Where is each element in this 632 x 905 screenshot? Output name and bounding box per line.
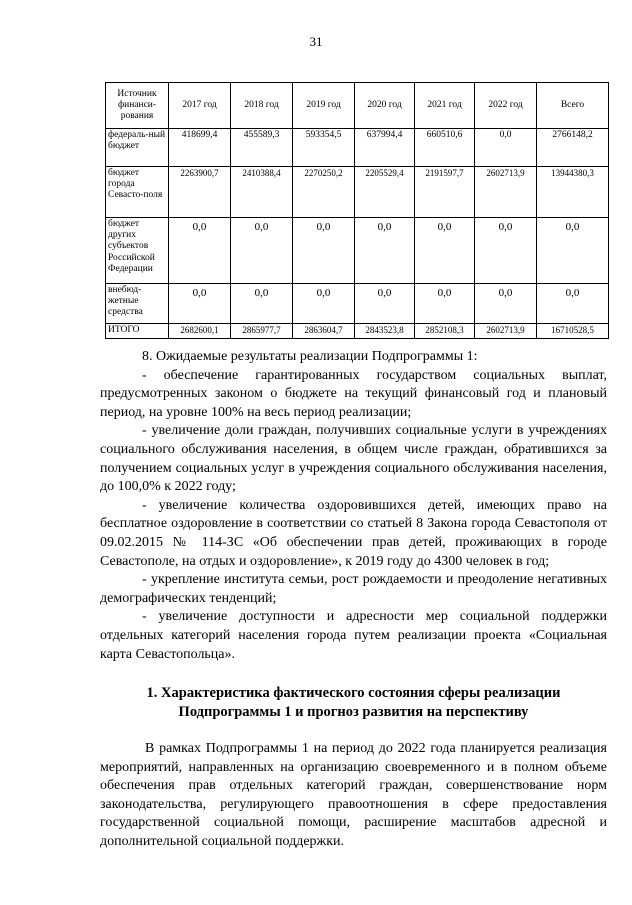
table-header-row (106, 83, 609, 129)
value-cell: 0,0 (537, 284, 609, 324)
value-cell: 16710528,5 (537, 324, 609, 339)
section-body (100, 740, 607, 852)
value-cell: 2602713,9 (475, 167, 537, 218)
section-title (100, 684, 607, 722)
value-cell: 0,0 (169, 284, 231, 324)
header-cell: 2018 год (231, 83, 293, 129)
value-cell: 2410388,4 (231, 167, 293, 218)
results-item: - увеличение доступности и адресности мер социальной поддержки отдельных категорий населения города путем реализации проекта «Социальная карта Севастопольца». (100, 609, 607, 662)
value-cell: 418699,4 (169, 129, 231, 167)
table-row (106, 167, 609, 218)
section-title-line: 1. Характеристика фактического состояния сферы реализации (146, 685, 561, 701)
source-cell: бюджет других субъектов Российской Федерации (106, 218, 169, 284)
source-cell: бюджет города Севасто-поля (106, 167, 169, 218)
header-cell: Источник финанси-рования (106, 83, 169, 129)
table-row (106, 284, 609, 324)
value-cell: 0,0 (475, 284, 537, 324)
value-cell: 0,0 (355, 284, 415, 324)
value-cell: 2270250,2 (293, 167, 355, 218)
results-heading: 8. Ожидаемые результаты реализации Подпрограммы 1: (142, 349, 478, 364)
value-cell: 2602713,9 (475, 324, 537, 339)
source-cell: ИТОГО (106, 324, 169, 339)
results-item: - увеличение количества оздоровившихся детей, имеющих право на бесплатное оздоровление в соответствии со статьей 8 Закона города Севастополя от 09.02.2015 № 114-ЗС «Об обеспечении прав детей, проживающих в городе Севастополе, на отдых и оздоровление», к 2019 году до 4300 человек в год; (100, 497, 607, 569)
value-cell: 0,0 (415, 284, 475, 324)
value-cell: 0,0 (537, 218, 609, 284)
value-cell: 0,0 (231, 218, 293, 284)
value-cell: 2263900,7 (169, 167, 231, 218)
value-cell: 637994,4 (355, 129, 415, 167)
source-cell: федераль-ный бюджет (106, 129, 169, 167)
value-cell: 0,0 (355, 218, 415, 284)
page-number: 31 (309, 34, 323, 49)
value-cell: 0,0 (231, 284, 293, 324)
header-cell: 2017 год (169, 83, 231, 129)
value-cell: 2766148,2 (537, 129, 609, 167)
value-cell: 13944380,3 (537, 167, 609, 218)
section-paragraph: В рамках Подпрограммы 1 на период до 2022 года планируется реализация мероприятий, направленных на организацию своевременного и в полном объеме обеспечения прав отдельных категорий граждан, совершенствование норм законодательства, регулирующего правоотношения в сфере предоставления государственной социальной помощи, расширение масштабов адресной и дополнительной социальной поддержки. (100, 741, 607, 849)
header-cell: 2022 год (475, 83, 537, 129)
value-cell: 2205529,4 (355, 167, 415, 218)
value-cell: 455589,3 (231, 129, 293, 167)
value-cell: 2865977,7 (231, 324, 293, 339)
value-cell: 2682600,1 (169, 324, 231, 339)
results-item: - обеспечение гарантированных государством социальных выплат, предусмотренных законом о бюджете на текущий финансовый год и плановый период, на уровне 100% на весь период реализации; (100, 367, 607, 420)
header-cell: 2020 год (355, 83, 415, 129)
header-cell: 2021 год (415, 83, 475, 129)
value-cell: 2843523,8 (355, 324, 415, 339)
value-cell: 2863604,7 (293, 324, 355, 339)
value-cell: 0,0 (475, 129, 537, 167)
expected-results (100, 348, 607, 664)
header-cell: Всего (537, 83, 609, 129)
value-cell: 0,0 (475, 218, 537, 284)
value-cell: 0,0 (415, 218, 475, 284)
results-item: - увеличение доли граждан, получивших социальные услуги в учреждениях социального обслуживания населения, в общем числе граждан, обратившихся за получением социальных услуг в учреждения социального обслуживания населения, до 100,0% к 2022 году; (100, 423, 607, 495)
value-cell: 2852108,3 (415, 324, 475, 339)
value-cell: 593354,5 (293, 129, 355, 167)
table-row (106, 129, 609, 167)
value-cell: 2191597,7 (415, 167, 475, 218)
table-total-row (106, 324, 609, 339)
header-cell: 2019 год (293, 83, 355, 129)
section-title-line: Подпрограммы 1 и прогноз развития на перспективу (178, 704, 529, 720)
value-cell: 0,0 (293, 218, 355, 284)
table-row (106, 218, 609, 284)
value-cell: 660510,6 (415, 129, 475, 167)
value-cell: 0,0 (169, 218, 231, 284)
source-cell: внебюд-жетные средства (106, 284, 169, 324)
value-cell: 0,0 (293, 284, 355, 324)
financing-table (105, 82, 609, 339)
results-item: - укрепление института семьи, рост рождаемости и преодоление негативных демографических тенденций; (100, 572, 607, 606)
